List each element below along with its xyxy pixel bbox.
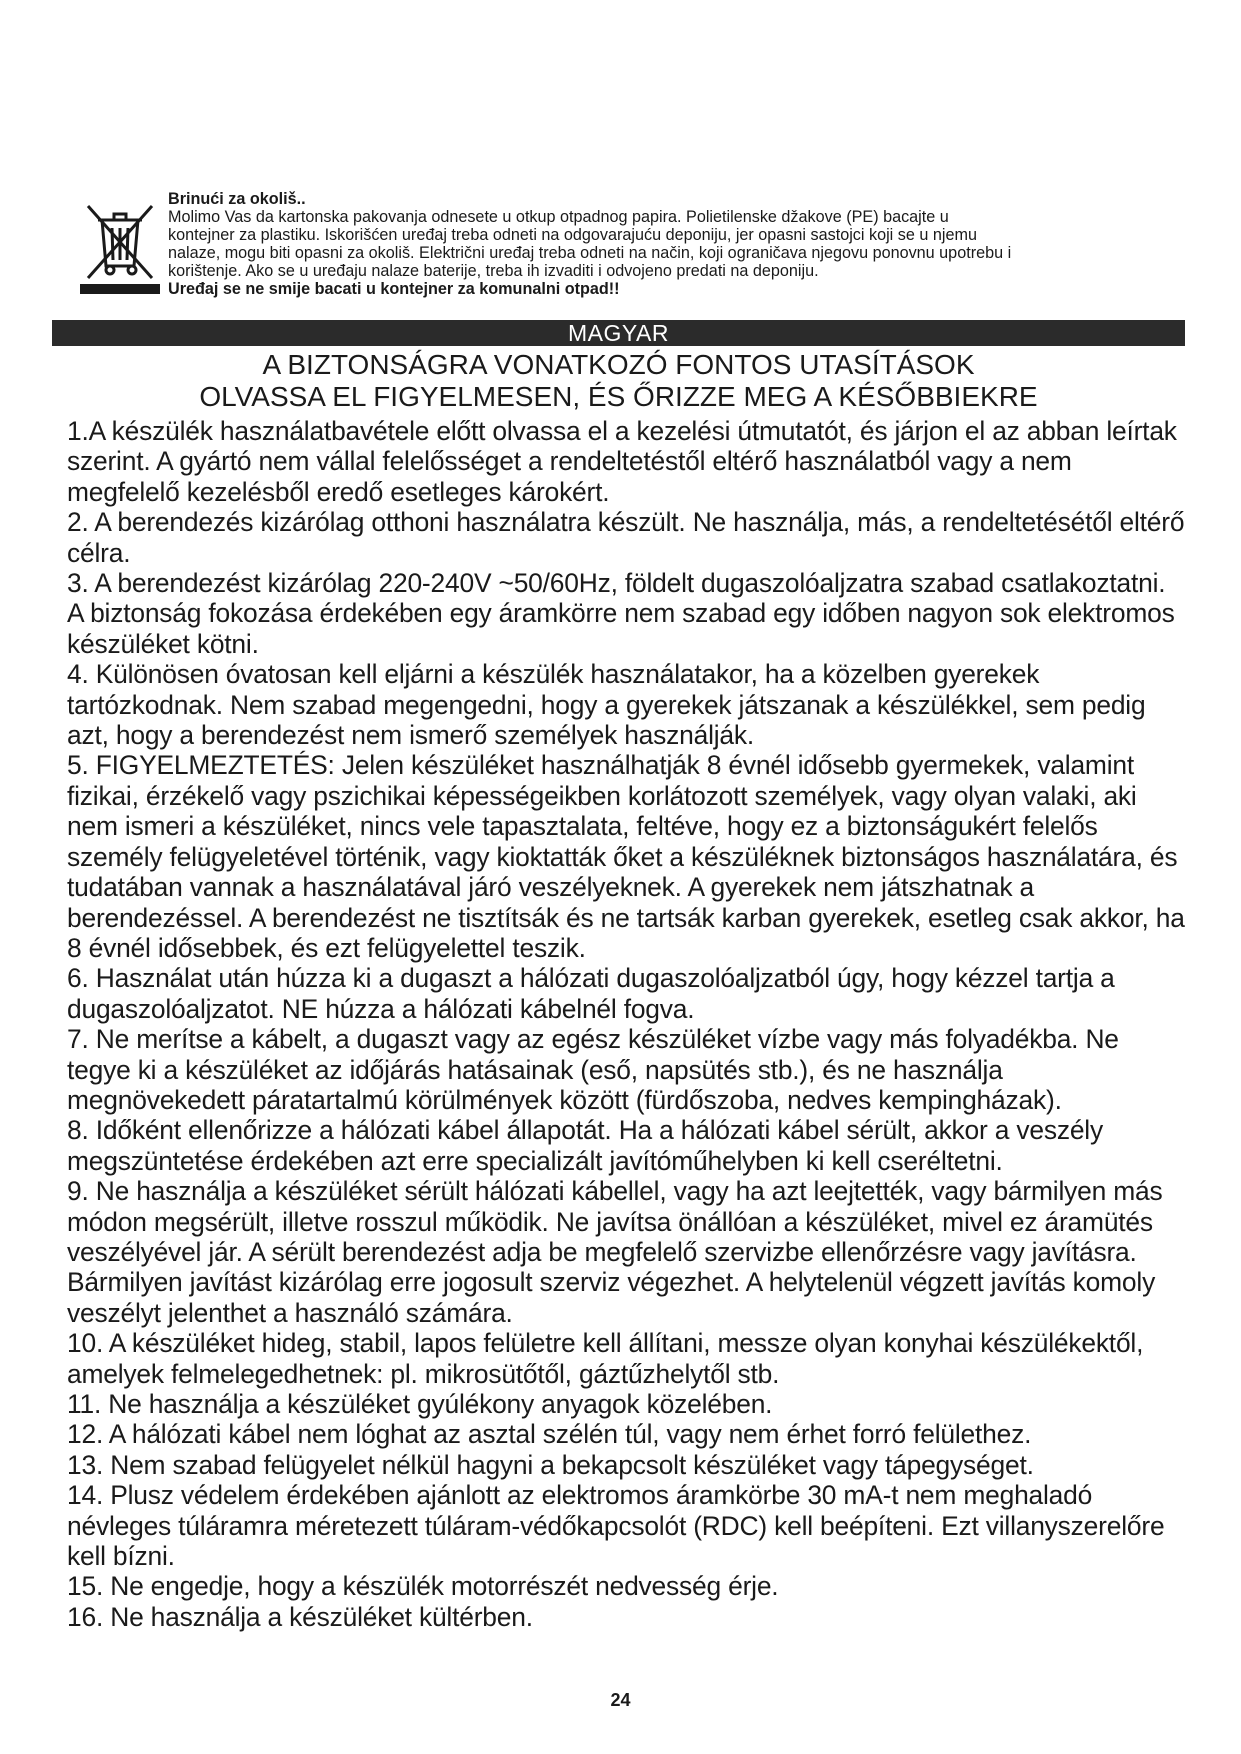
instruction-item: 15. Ne engedje, hogy a készülék motorrészét nedvesség érje. [67,1571,779,1602]
instruction-item: 11. Ne használja a készüléket gyúlékony anyagok közelében. [67,1389,773,1419]
instruction-item: 12. A hálózati kábel nem lóghat az asztal szélén túl, vagy nem érhet forró felülethez. [67,1419,1032,1450]
instruction-item: 14. Plusz védelem érdekében ajánlott az elektromos áramkörbe 30 mA-t nem meghaladó névleges túláramra méretezett túláram-védőkapcsolót (RDC) kell beépíteni. Ezt villanyszerelőre kell bízni. [67,1480,1165,1572]
instruction-item: 8. Időként ellenőrizze a hálózati kábel állapotát. Ha a hálózati kábel sérült, akkor a veszély megszüntetése érdekében azt erre specializált javítóműhelyben ki kell cseréltetni. [67,1115,1103,1176]
environment-line: nalaze, mogu biti opasni za okoliš. Električni uređaj treba odneti na način, koji ograničava njegovu ponovnu upotrebu i [168,244,1012,262]
instruction-item: 9. Ne használja a készüléket sérült hálózati kábellel, vagy ha azt leejtették, vagy bármilyen más módon megsérült, illetve rosszul működik. Ne javítsa önállóan a készüléket, mivel ez áramütés veszélyével jár. A sérült berendezést adja be megfelelő szervizbe ellenőrzésre vagy javításra. Bármilyen javítást kizárólag erre jogosult szerviz végezhet. A helytelenül végzett javítás komoly veszélyt jelenthet a használó számára. [67,1176,1163,1328]
environment-line: Molimo Vas da kartonska pakovanja odnesete u otkup otpadnog papira. Polietilenske džakove (PE) bacajte u [168,208,949,226]
environment-text [168,190,1241,298]
environment-line: korištenje. Ako se u uređaju nalaze baterije, treba ih izvaditi i odvojeno predati na deponiju. [168,262,819,280]
weee-crossed-bin-icon [80,198,160,294]
instruction-item: A biztonság fokozása érdekében egy áramkörre nem szabad egy időben nagyon sok elektromos készüléket kötni. [67,598,1175,659]
environment-title: Brinući za okoliš.. [168,190,306,208]
instruction-item: 6. Használat után húzza ki a dugaszt a hálózati dugaszolóaljzatból úgy, hogy kézzel tartja a dugaszolóaljzatot. NE húzza a hálózati kábelnél fogva. [67,963,1115,1024]
instruction-item: 5. FIGYELMEZTETÉS: Jelen készüléket használhatják 8 évnél idősebb gyermekek, valamint fizikai, érzékelő vagy pszichikai képességeikben korlátozott személyek, vagy olyan valaki, aki nem ismeri a készüléket, nincs vele tapasztalata, feltéve, hogy ez a biztonságukért felelős személy felügyeletével történik, vagy kioktatták őket a készüléknek biztonságos használatára, és tudatában vannak a használatával járó veszélyeknek. A gyerekek nem játszhatnak a berendezéssel. A berendezést ne tisztítsák és ne tartsák karban gyerekek, esetleg csak akkor, ha 8 évnél idősebbek, és ezt felügyelettel teszik. [67,750,1185,963]
environment-line: kontejner za plastiku. Iskorišćen uređaj treba odneti na odgovarajuću deponiju, jer opasni sastojci koji se u njemu [168,226,977,244]
safety-subheading: OLVASSA EL FIGYELMESEN, ÉS ŐRIZZE MEG A KÉSŐBBIEKRE [199,381,1038,412]
instructions-list [67,416,1187,1632]
environment-warning: Uređaj se ne smije bacati u kontejner za komunalni otpad!! [168,280,620,298]
instruction-item: 2. A berendezés kizárólag otthoni használatra készült. Ne használja, más, a rendeltetésétől eltérő célra. [67,507,1185,568]
page-number: 24 [610,1690,631,1710]
instruction-item: 4. Különösen óvatosan kell eljárni a készülék használatakor, ha a közelben gyerekek tartózkodnak. Nem szabad megengedni, hogy a gyerekek játszanak a készülékkel, sem pedig azt, hogy a berendezést nem ismerő személyek használják. [67,659,1146,751]
instruction-item: 13. Nem szabad felügyelet nélkül hagyni a bekapcsolt készüléket vagy tápegységet. [67,1449,1034,1480]
instruction-item: 10. A készüléket hideg, stabil, lapos felületre kell állítani, messze olyan konyhai készülékektől, amelyek felmelegedhetnek: pl. mikrosütőtől, gáztűzhelytől stb. [67,1328,1144,1389]
instruction-item: 1.A készülék használatbavétele előtt olvassa el a kezelési útmutatót, és járjon el az abban leírtak szerint. A gyártó nem vállal felelősséget a rendeltetéstől eltérő használatból vagy a nem megfelelő kezelésből eredő esetleges károkért. [67,416,1177,507]
safety-heading: A BIZTONSÁGRA VONATKOZÓ FONTOS UTASÍTÁSOK [262,349,975,380]
instruction-item: 7. Ne merítse a kábelt, a dugaszt vagy az egész készüléket vízbe vagy más folyadékba. Ne tegye ki a készüléket az időjárás hatásainak (eső, napsütés stb.), és ne használja megnövekedett páratartalmú körülmények között (fürdőszoba, nedves kempingházak). [67,1024,1119,1115]
language-banner: MAGYAR [52,320,1185,346]
instruction-item: 16. Ne használja a készüléket kültérben. [67,1601,533,1632]
instruction-item: 3. A berendezést kizárólag 220-240V ~50/60Hz, földelt dugaszolóaljzatra szabad csatlakoztatni. [67,568,1166,599]
